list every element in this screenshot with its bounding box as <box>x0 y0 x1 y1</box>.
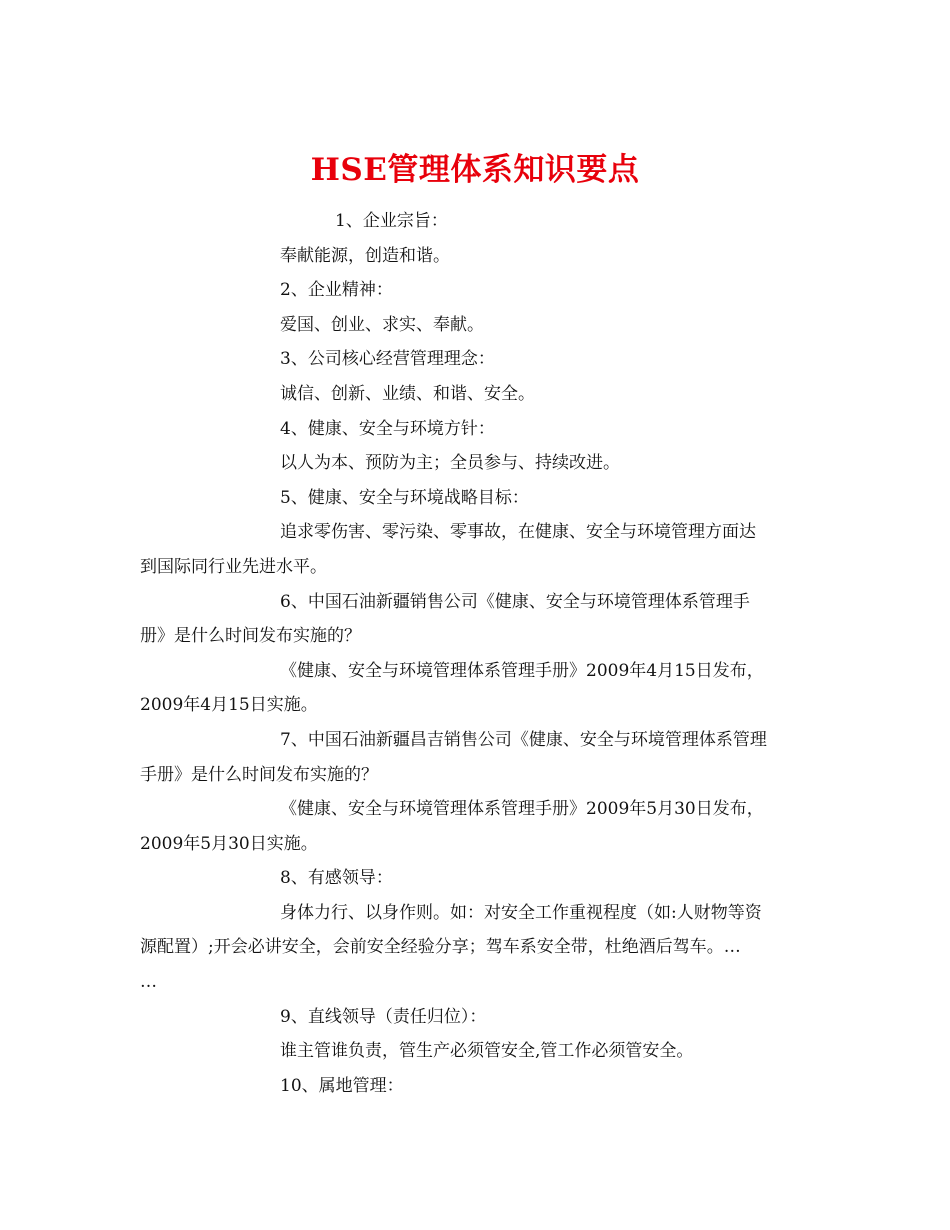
section-heading: 9、直线领导（责任归位）： <box>280 1006 487 1027</box>
paragraph-line: 追求零伤害、零污染、零事故，在健康、安全与环境管理方面达 <box>280 522 756 543</box>
paragraph-line: 2009年4月15日实施。 <box>140 695 318 716</box>
section-heading: 10、属地管理： <box>280 1075 404 1096</box>
document-body <box>140 204 815 1103</box>
section-heading: 7、中国石油新疆昌吉销售公司《健康、安全与环境管理体系管理 <box>280 729 767 750</box>
section-heading: 册》是什么时间发布实施的？ <box>140 626 361 647</box>
paragraph-line: 谁主管谁负责，管生产必须管安全,管工作必须管安全。 <box>280 1041 694 1062</box>
paragraph-line: 2009年5月30日实施。 <box>140 833 318 854</box>
section-heading: 6、中国石油新疆销售公司《健康、安全与环境管理体系管理手 <box>280 591 750 612</box>
paragraph-line: 奉献能源，创造和谐。 <box>280 245 450 266</box>
section-heading: 5、健康、安全与环境战略目标： <box>280 487 529 508</box>
paragraph-line: … <box>140 972 157 993</box>
paragraph-line: 《健康、安全与环境管理体系管理手册》2009年4月15日发布， <box>280 660 764 681</box>
paragraph-line: 以人为本、预防为主；全员参与、持续改进。 <box>280 453 620 474</box>
paragraph-line: 《健康、安全与环境管理体系管理手册》2009年5月30日发布， <box>280 799 764 820</box>
section-heading: 手册》是什么时间发布实施的？ <box>140 764 378 785</box>
section-heading: 2、企业精神： <box>280 280 393 301</box>
paragraph-line: 源配置）;开会必讲安全，会前安全经验分享；驾车系安全带，杜绝酒后驾车。… <box>140 937 741 958</box>
section-heading: 8、有感领导： <box>280 868 393 889</box>
paragraph-line: 身体力行、以身作则。如：对安全工作重视程度（如:人财物等资 <box>280 902 762 923</box>
paragraph-line: 爱国、创业、求实、奉献。 <box>280 314 484 335</box>
section-heading: 3、公司核心经营管理理念： <box>280 349 495 370</box>
paragraph-line: 到国际同行业先进水平。 <box>140 556 327 577</box>
paragraph-line: 诚信、创新、业绩、和谐、安全。 <box>280 383 535 404</box>
section-heading: 1、企业宗旨： <box>335 211 448 231</box>
section-heading: 4、健康、安全与环境方针： <box>280 418 495 439</box>
document-title: HSE管理体系知识要点 <box>310 151 640 188</box>
